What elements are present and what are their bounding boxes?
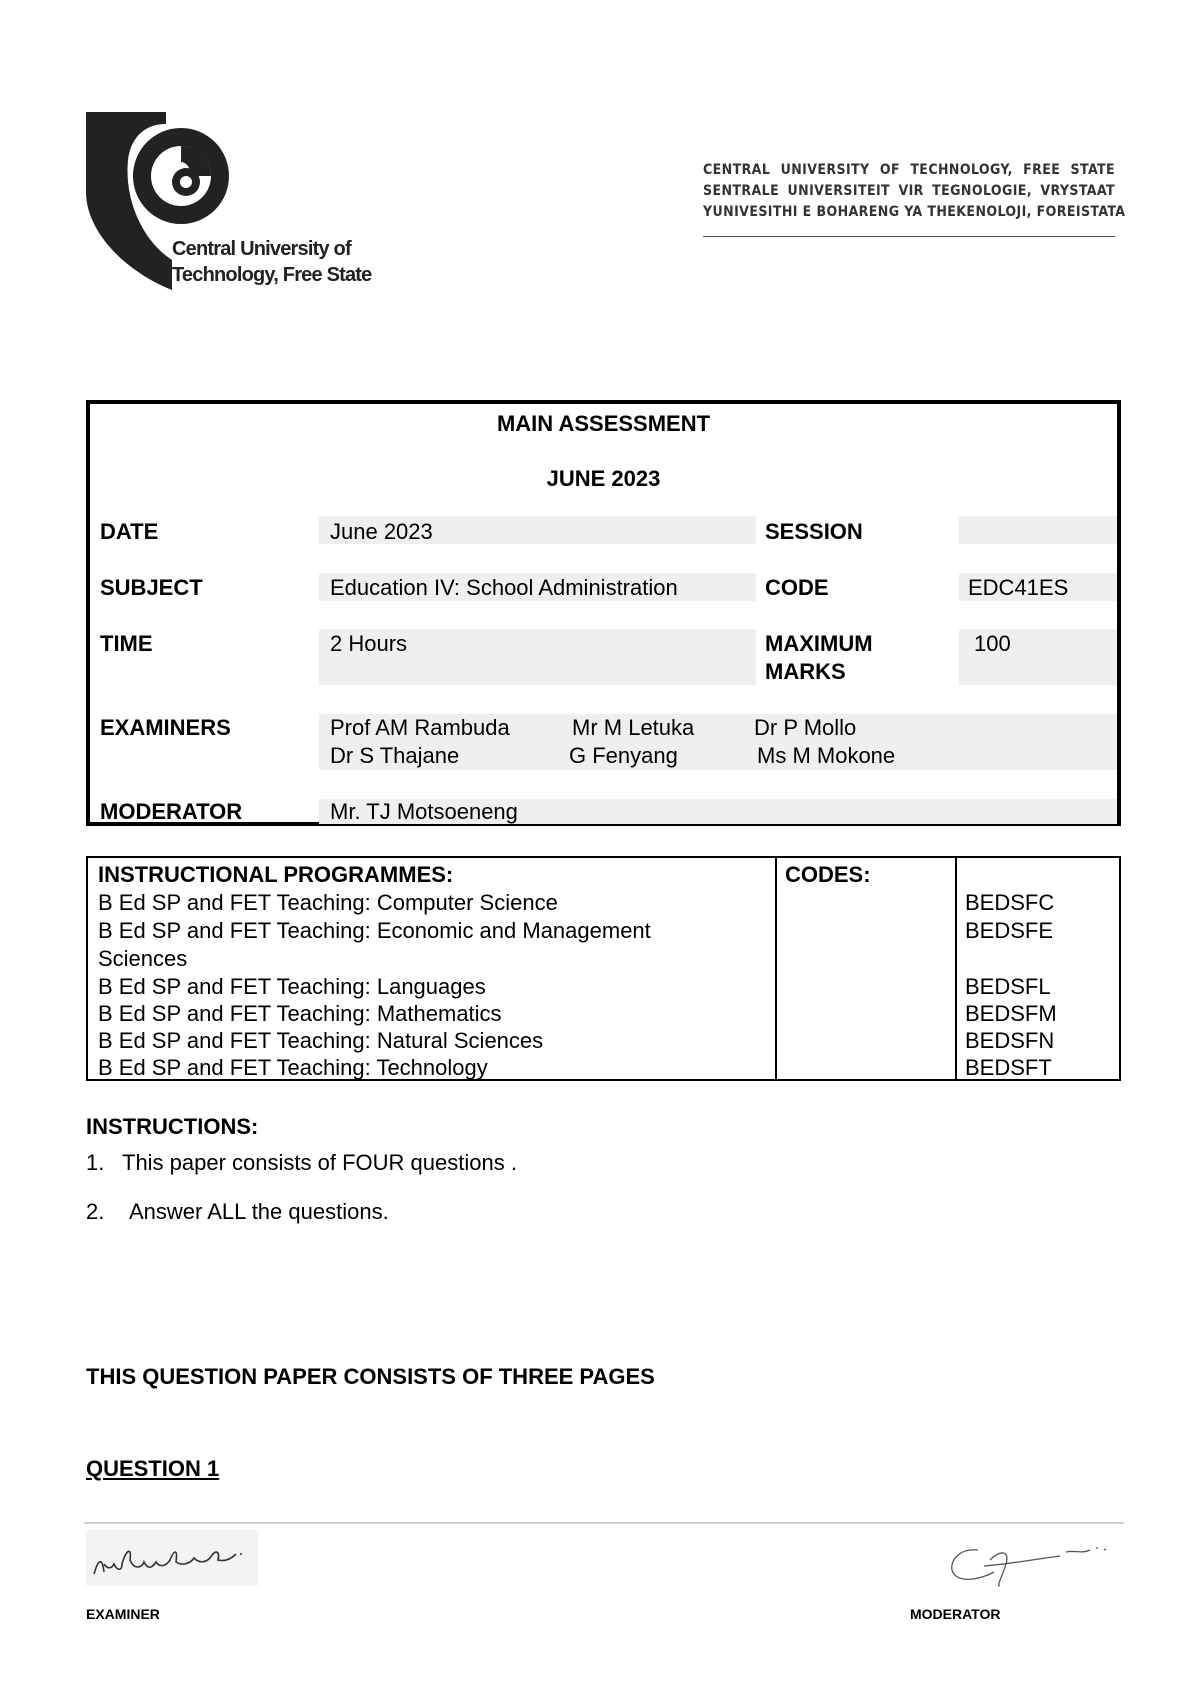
programme-name-cont: Sciences [98,946,188,971]
programme-name: B Ed SP and FET Teaching: Mathematics [98,1001,502,1026]
table-column-divider [955,858,957,1079]
logo-wordmark [172,236,371,288]
programmes-header: INSTRUCTIONAL PROGRAMMES: [98,862,454,887]
instruction-text: This paper consists of FOUR questions . [122,1150,517,1175]
time-value: 2 Hours [330,631,408,656]
programme-code: BEDSFM [965,1001,1057,1026]
programme-name: B Ed SP and FET Teaching: Economic and Management [98,918,651,943]
code-value: EDC41ES [968,575,1069,600]
moderator-value: Mr. TJ Motsoeneng [330,799,518,824]
date-value: June 2023 [330,519,433,544]
programme-name: B Ed SP and FET Teaching: Computer Science [98,890,558,915]
code-label: CODE [765,575,829,600]
moderator-label-footer: MODERATOR [910,1606,1001,1622]
examiner-name: Dr P Mollo [754,715,857,740]
max-marks-label-2: MARKS [765,659,846,684]
programme-code: BEDSFC [965,890,1055,915]
programme-code: BEDSFL [965,974,1051,999]
instruction-text: Answer ALL the questions. [129,1199,389,1224]
examiner-name: Dr S Thajane [330,743,460,768]
instruction-number: 2. [86,1199,105,1224]
max-marks-label-1: MAXIMUM [765,631,873,656]
examiner-name: Ms M Mokone [757,743,896,768]
max-marks-value: 100 [974,631,1011,656]
instructions-title: INSTRUCTIONS: [86,1114,259,1139]
session-value-bg [959,516,1117,544]
logo-line-1: Central University of [172,238,351,260]
programme-name: B Ed SP and FET Teaching: Languages [98,974,486,999]
paper-pages-notice: THIS QUESTION PAPER CONSISTS OF THREE PAGES [86,1364,655,1389]
codes-header: CODES: [785,862,871,887]
programme-code: BEDSFE [965,918,1054,943]
university-name-afrikaans: SENTRALE UNIVERSITEIT VIR TEGNOLOGIE, VRYSTAAT [703,183,1115,199]
assessment-period: JUNE 2023 [546,466,661,491]
examiners-label: EXAMINERS [100,715,231,740]
university-name-english: CENTRAL UNIVERSITY OF TECHNOLOGY, FREE STATE [703,162,1115,178]
programmes-table [86,856,1121,1081]
header-divider [703,236,1115,237]
programme-code: BEDSFN [965,1028,1055,1053]
instruction-number: 1. [86,1150,105,1175]
examiner-name: G Fenyang [569,743,678,768]
question-heading: QUESTION 1 [86,1456,220,1481]
subject-label: SUBJECT [100,575,203,600]
programme-code: BEDSFT [965,1055,1052,1080]
table-column-divider [775,858,777,1079]
examiner-name: Prof AM Rambuda [330,715,510,740]
examiner-label: EXAMINER [86,1606,160,1622]
time-label: TIME [100,631,153,656]
subject-value: Education IV: School Administration [330,575,678,600]
university-names [703,160,1126,223]
assessment-details-box [86,400,1121,826]
moderator-label: MODERATOR [100,799,243,824]
university-name-sesotho: YUNIVESITHI E BOHARENG YA THEKENOLOJI, FOREISTATA [703,204,1126,220]
logo-line-2: Technology, Free State [172,264,372,286]
programme-name: B Ed SP and FET Teaching: Technology [98,1055,488,1080]
moderator-signature-icon [940,1530,1120,1596]
programme-name: B Ed SP and FET Teaching: Natural Sciences [98,1028,544,1053]
footer-divider [84,1522,1124,1524]
examiner-signature-icon [86,1530,258,1586]
session-label: SESSION [765,519,863,544]
assessment-title: MAIN ASSESSMENT [496,411,711,436]
examiner-name: Mr M Letuka [572,715,695,740]
date-label: DATE [100,519,159,544]
